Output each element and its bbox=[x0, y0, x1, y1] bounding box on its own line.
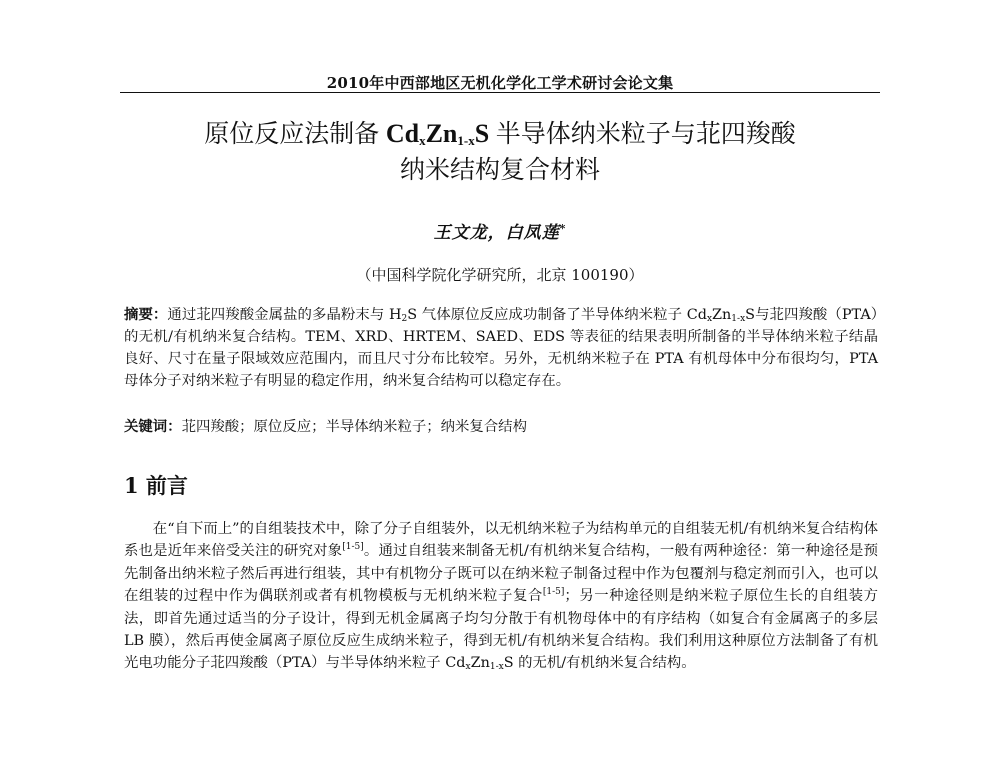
abstract bbox=[124, 304, 878, 392]
authors bbox=[120, 218, 880, 243]
keywords bbox=[124, 416, 878, 438]
keywords-label: 关键词： bbox=[124, 418, 182, 435]
title-formula bbox=[379, 119, 495, 148]
abstract-label: 摘要： bbox=[124, 306, 168, 323]
abstract-sub-1x: 1-x bbox=[731, 314, 746, 324]
introduction-body bbox=[124, 518, 878, 675]
introduction-paragraph bbox=[124, 518, 878, 675]
abstract-seg4: S与苝四羧酸（PTA）的无机/有机纳米复合结构。TEM、XRD、HRTEM、SAED、EDS 等表征的结果表明所制备的半导体纳米粒子结晶良好、尺寸在量子限域效应范围内，而且尺寸分布比较窄。另外，无机纳米粒子在 PTA 有机母体中分布很均匀，PTA 母体分子对纳米粒子有明显的稳定作用，纳米复合结构可以稳定存在。 bbox=[124, 307, 878, 389]
citation-ref-1: [1-5] bbox=[342, 542, 364, 553]
abstract-seg3: Zn bbox=[712, 307, 732, 323]
title-text-2: 半导体纳米粒子与苝四羧酸 bbox=[495, 119, 796, 148]
title-text-1: 原位反应法制备 bbox=[204, 119, 380, 148]
formula-cd: Cd bbox=[385, 119, 420, 148]
abstract-seg1: 通过苝四羧酸金属盐的多晶粉末与 H bbox=[167, 307, 402, 323]
citation-ref-2: [1-5] bbox=[542, 587, 565, 598]
formula-sub-1x: 1-x bbox=[457, 133, 475, 148]
keywords-text: 苝四羧酸；原位反应；半导体纳米粒子；纳米复合结构 bbox=[181, 419, 527, 435]
paper-title bbox=[120, 116, 880, 188]
body-sub-x: x bbox=[465, 662, 471, 673]
author-names: 王文龙，白凤莲 bbox=[433, 223, 560, 243]
section-heading-introduction: 1 前言 bbox=[124, 473, 188, 498]
body-sub-1x: 1-x bbox=[489, 662, 504, 673]
body-seg1: 在“自下而上”的自组装技术中，除了分子自组装外，以无机纳米粒子为结构单元的自组装无机/有机纳米复合结构体系也是近年来倍受关注的研究对象 bbox=[124, 521, 878, 560]
corresponding-author-mark: * bbox=[559, 222, 567, 235]
formula-sub-x: x bbox=[419, 133, 426, 148]
abstract-sub-x: x bbox=[706, 314, 713, 324]
title-line-1 bbox=[120, 116, 880, 152]
formula-zn: Zn bbox=[425, 119, 458, 148]
abstract-sub-h2s: 2 bbox=[401, 314, 408, 324]
formula-s: S bbox=[474, 119, 490, 148]
running-header: 2010年中西部地区无机化学化工学术研讨会论文集 bbox=[326, 74, 674, 92]
body-seg3: ；另一种途径则是纳米粒子原位生长的自组装方法，即首先通过适当的分子设计，得到无机金属离子均匀分散于有机物母体中的有序结构（如复合有金属离子的多层 LB 膜），然后再使金属离子原位反应生成纳米粒子，得到无机/有机纳米复合结构。我们利用这种原位方法制备了有机光电功能分子苝四羧酸（PTA）与半导体纳米粒子 Cd bbox=[124, 588, 878, 672]
affiliation: （中国科学院化学研究所，北京 100190） bbox=[356, 266, 644, 284]
body-seg2: 。通过自组装来制备无机/有机纳米复合结构，一般有两种途径：第一种途径是预先制备出纳米粒子然后再进行组装，其中有机物分子既可以在纳米粒子制备过程中作为包覆剂与稳定剂而引入，也可以在组装的过程中作为偶联剂或者有机物模板与无机纳米粒子复合 bbox=[124, 543, 878, 605]
body-seg4: Zn bbox=[470, 655, 490, 672]
header-rule bbox=[120, 92, 880, 93]
body-seg5: S 的无机/有机纳米复合结构。 bbox=[503, 655, 696, 672]
title-line-2: 纳米结构复合材料 bbox=[399, 155, 600, 184]
abstract-seg2: S 气体原位反应成功制备了半导体纳米粒子 Cd bbox=[407, 307, 707, 323]
